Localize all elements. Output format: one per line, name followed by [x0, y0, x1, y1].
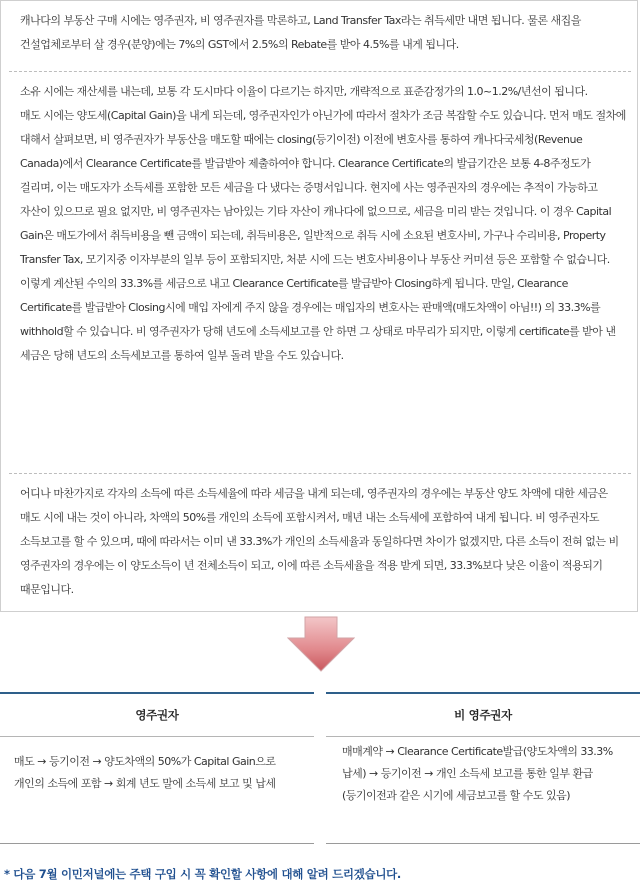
column-body-permanent-resident: 매도 → 등기이전 → 양도차액의 50%가 Capital Gain으로 개인의 소득에 포함 → 회계 년도 말에 소득세 보고 및 납세 [14, 755, 276, 790]
paragraph-purchase-tax: 캐나다의 부동산 구매 시에는 영주권자, 비 영주권자를 막론하고, Land Transfer Tax라는 취득세만 내면 됩니다. 물론 새집을 건설업체로부터 살 경우(분양)에는 7%의 GST에서 2.5%의 Rebate를 받아 4.5%를 내게 됩니다. [20, 14, 581, 51]
footnote: * 다음 7월 이민저널에는 주택 구입 시 꼭 확인할 사항에 대해 알려 드리겠습니다. [4, 867, 402, 881]
section-purchase [20, 9, 626, 57]
dashed-divider [9, 473, 631, 474]
down-arrow-icon [287, 616, 355, 676]
section-holding-and-sale [20, 80, 626, 368]
section-income-tax [20, 482, 626, 602]
paragraph-capital-gain: 매도 시에는 양도세(Capital Gain)을 내게 되는데, 영주권자인가 아닌가에 따라서 절차가 조금 복잡할 수도 있습니다. 먼저 매도 절차에 대해서 살펴보면, 비 영주권자가 부동산을 매도할 때에는 closing(등기이전) 이전에 변호사를 통하여 캐나다국세청(Revenue Canada)에서 Clearance Certificate를 발급받아 제출하여야 합니다. Clearance Certificate의 발급기간은 보통 4-8주정도가 걸리며, 이는 매도자가 소득세를 포함한 모든 세금을 다 냈다는 증명서입니다. 현지에 사는 영주권자의 경우에는 추적이 가능하고 자산이 있으므로 필요 없지만, 비 영주권자는 남아있는 기타 자산이 캐나다에 없으므로, 세금을 미리 받는 것입니다. 이 경우 Capital Gain은 매도가에서 취득비용을 뺀 금액이 되는데, 취득비용은, 일반적으로 취득 시에 소요된 변호사비, 가구나 수리비용, Property Transfer Tax, 모기지중 이자부분의 일부 등이 포함되지만, 처분 시에 드는 변호사비용이나 부동산 커미션 등은 포함할 수 없습니다. [20, 109, 626, 266]
paragraph-property-tax: 소유 시에는 재산세를 내는데, 보통 각 도시마다 이율이 다르기는 하지만, 개략적으로 표준감정가의 1.0~1.2%/년선이 됩니다. [20, 85, 588, 98]
comparison-permanent-resident [0, 692, 314, 844]
column-title-non-resident: 비 영주권자 [326, 694, 640, 737]
paragraph-clearance-certificate: 이렇게 계산된 수익의 33.3%를 세금으로 내고 Clearance Certificate를 발급받아 Closing하게 됩니다. 만일, Clearance Certificate를 발급받아 Closing시에 매입 자에게 주지 않을 경우에는 매입자의 변호사는 판매액(매도차액이 아님!!) 의 33.3%를 withhold할 수 있습니다. 비 영주권자가 당해 년도에 소득세보고를 안 하면 그 상태로 마무리가 되지만, 이렇게 certificate를 받아 낸 세금은 당해 년도의 소득세보고를 통하여 일부 돌려 받을 수도 있습니다. [20, 277, 616, 362]
paragraph-income-tax: 어디나 마찬가지로 각자의 소득에 따른 소득세율에 따라 세금을 내게 되는데, 영주권자의 경우에는 부동산 양도 차액에 대한 세금은 매도 시에 내는 것이 아니라, 차액의 50%를 개인의 소득에 포함시켜서, 매년 내는 소득세에 포함하여 내게 됩니다. 비 영주권자도 소득보고를 할 수 있으며, 때에 따라서는 이미 낸 33.3%가 개인의 소득세율과 동일하다면 차이가 없겠지만, 다른 소득이 전혀 없는 비 영주권자의 경우에는 이 양도소득이 년 전체소득이 되고, 이에 따른 소득세율을 적용 받게 되면, 33.3%보다 낮은 이율이 적용되기 때문입니다. [20, 487, 619, 596]
dashed-divider [9, 71, 631, 72]
column-body-non-resident: 매매계약 → Clearance Certificate발급(양도차액의 33.3% 납세) → 등기이전 → 개인 소득세 보고를 통한 일부 환급(등기이전과 같은 시기에 세금보고를 할 수도 있음) [342, 745, 613, 802]
column-title-permanent-resident: 영주권자 [0, 694, 314, 737]
comparison-non-resident [326, 692, 640, 844]
